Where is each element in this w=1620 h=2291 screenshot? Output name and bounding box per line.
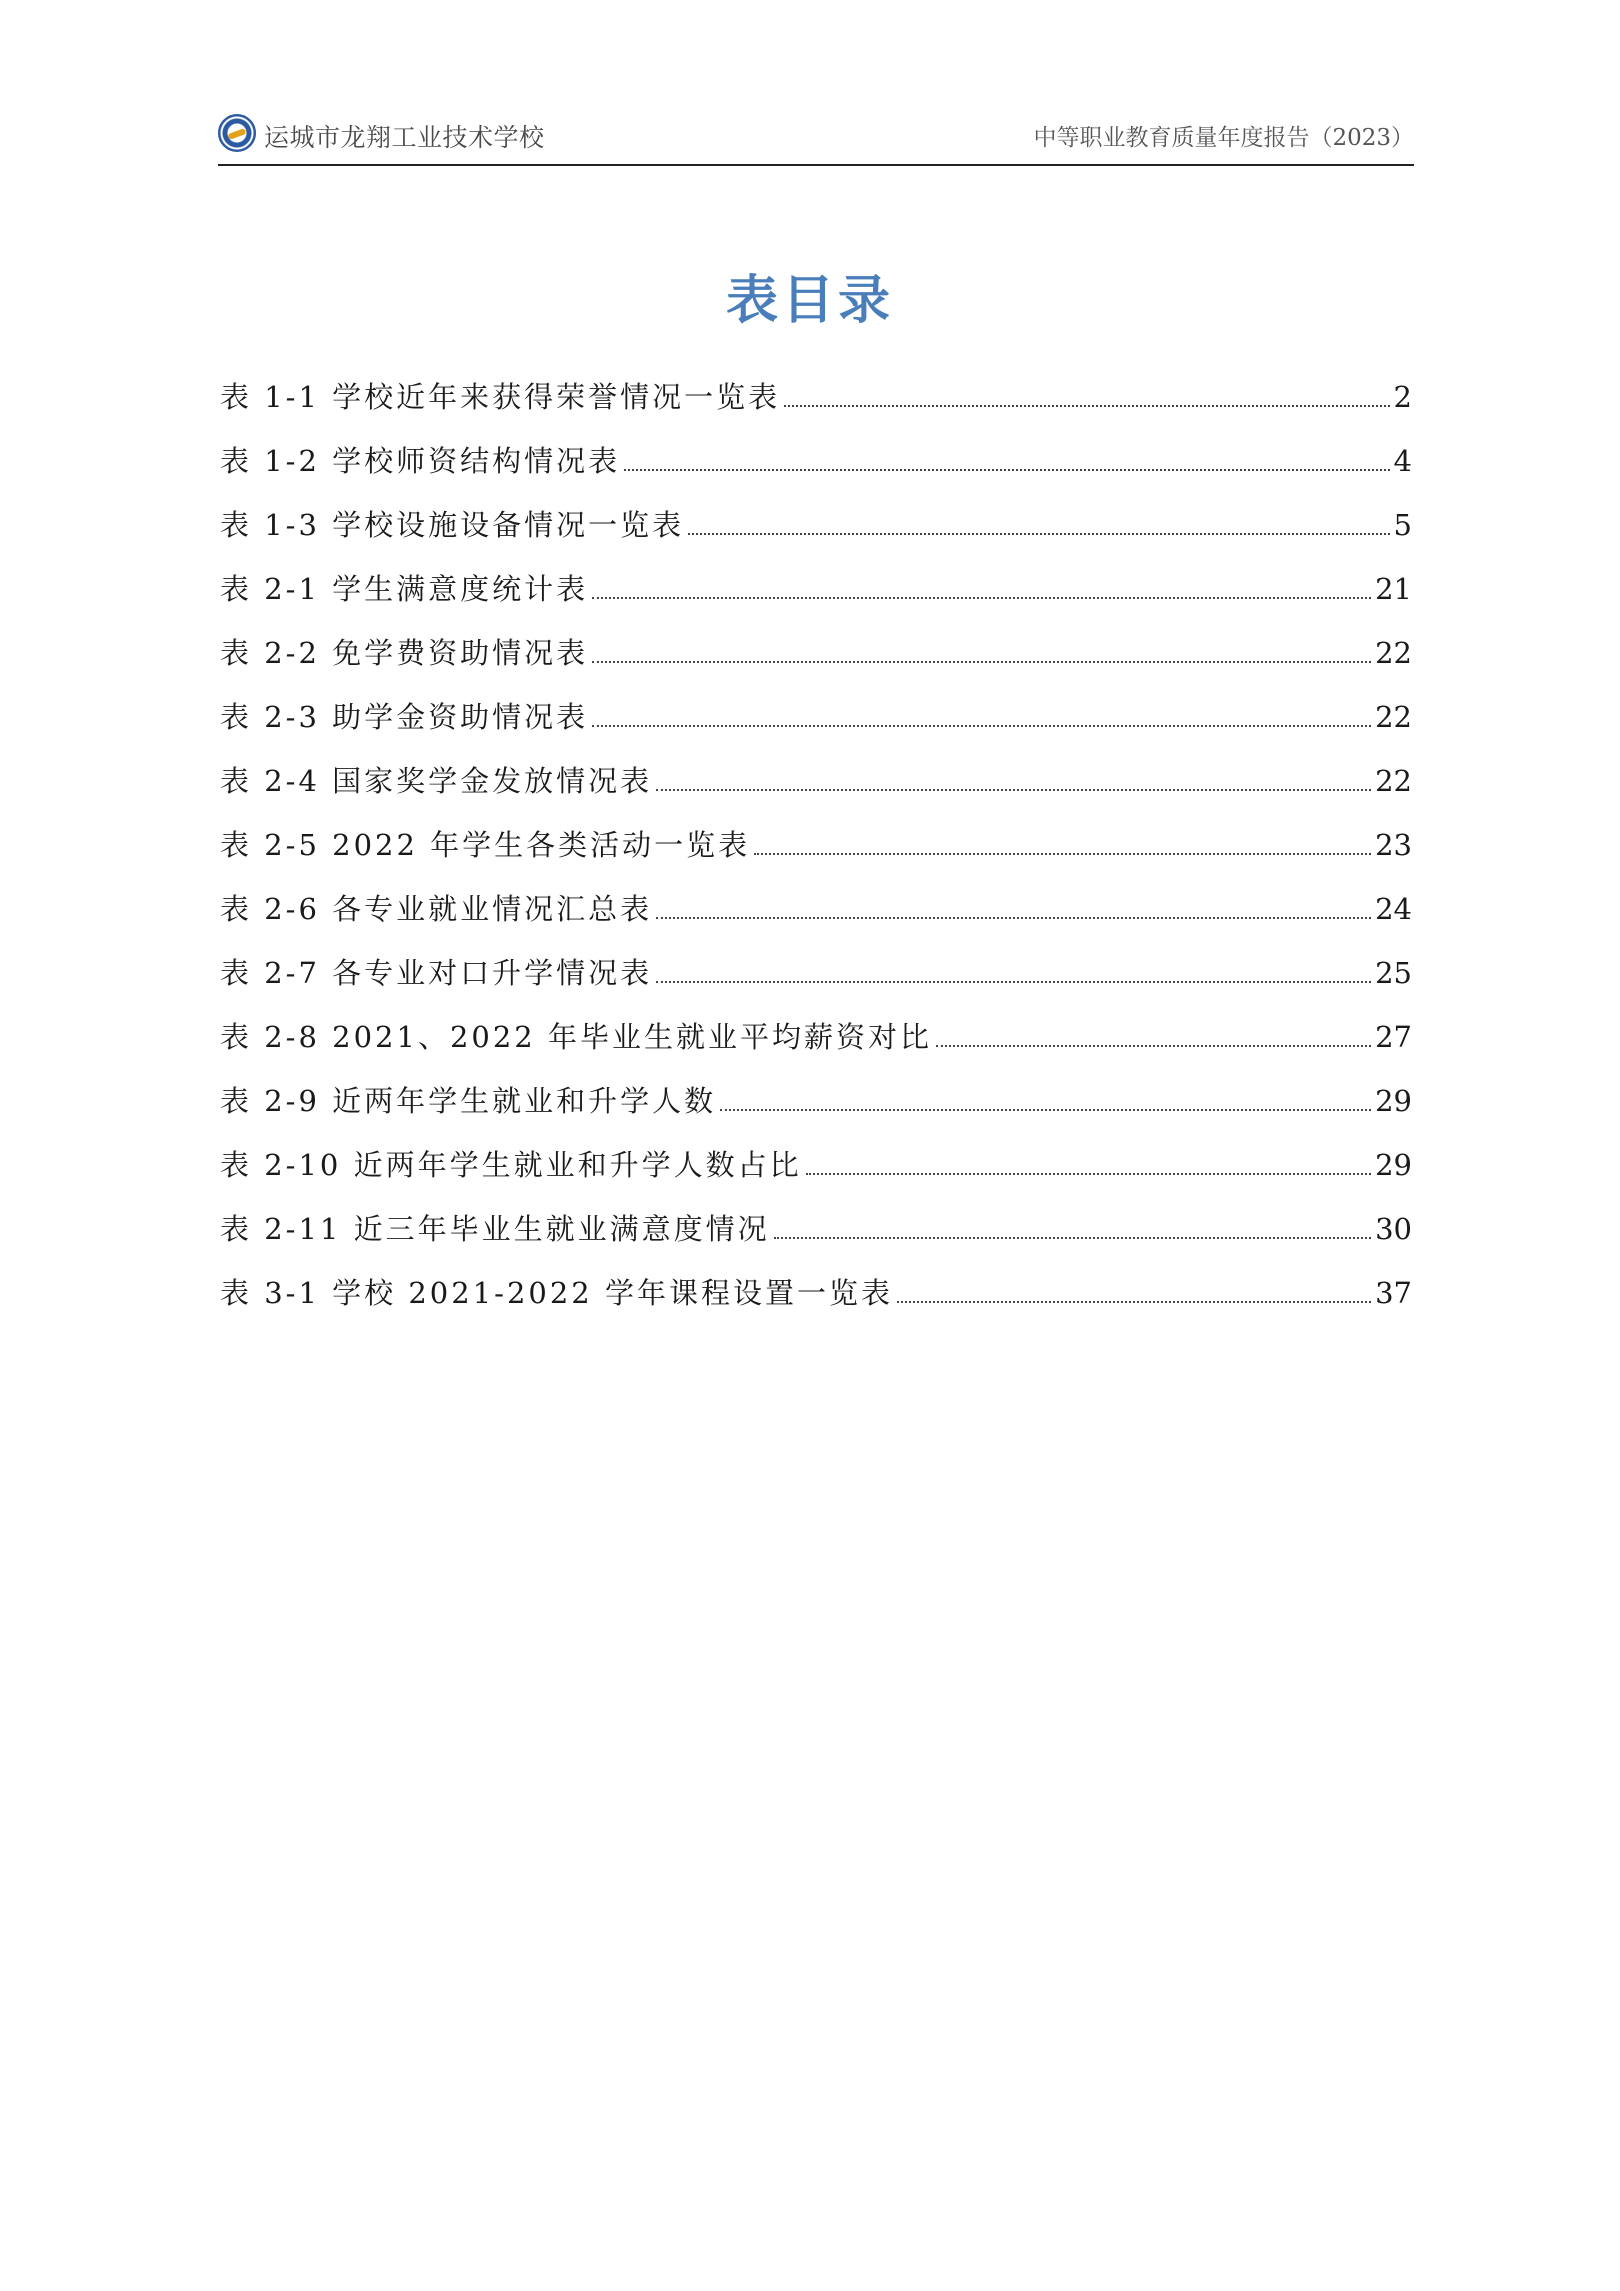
toc-entry-label: 表 1-2 学校师资结构情况表 (220, 444, 621, 478)
school-logo-icon (218, 114, 256, 152)
toc-entry-page: 25 (1375, 956, 1412, 990)
toc-entry-label: 表 2-7 各专业对口升学情况表 (220, 956, 653, 990)
toc-entry-page: 37 (1375, 1276, 1412, 1310)
toc-leader-dots (688, 533, 1389, 535)
toc-leader-dots (774, 1237, 1372, 1239)
toc-entry[interactable] (220, 1005, 1412, 1069)
toc-entry[interactable] (220, 557, 1412, 621)
toc-entry-page: 30 (1375, 1212, 1412, 1246)
toc-leader-dots (656, 789, 1371, 791)
toc-leader-dots (592, 725, 1371, 727)
toc-entry[interactable] (220, 621, 1412, 685)
report-title: 中等职业教育质量年度报告（2023） (1033, 125, 1414, 151)
toc-leader-dots (784, 405, 1389, 407)
toc-entry-page: 24 (1375, 892, 1412, 926)
toc-entry-label: 表 2-11 近三年毕业生就业满意度情况 (220, 1212, 770, 1246)
toc-entry[interactable] (220, 941, 1412, 1005)
toc-entry[interactable] (220, 749, 1412, 813)
toc-leader-dots (806, 1173, 1372, 1175)
toc-entry-label: 表 2-5 2022 年学生各类活动一览表 (220, 828, 751, 862)
toc-entry-page: 22 (1375, 764, 1412, 798)
toc-leader-dots (720, 1109, 1371, 1111)
toc-entry-label: 表 1-3 学校设施设备情况一览表 (220, 508, 685, 542)
table-of-tables (220, 365, 1412, 1325)
toc-entry-label: 表 3-1 学校 2021-2022 学年课程设置一览表 (220, 1276, 893, 1310)
toc-leader-dots (656, 917, 1371, 919)
toc-entry-page: 4 (1393, 444, 1412, 478)
toc-entry-label: 表 2-10 近两年学生就业和升学人数占比 (220, 1148, 802, 1182)
page-title: 表目录 (725, 271, 894, 331)
toc-leader-dots (656, 981, 1371, 983)
toc-entry-label: 表 2-2 免学费资助情况表 (220, 636, 589, 670)
toc-entry-page: 23 (1375, 828, 1412, 862)
toc-entry-label: 表 2-3 助学金资助情况表 (220, 700, 589, 734)
toc-entry-page: 29 (1375, 1148, 1412, 1182)
school-name: 运城市龙翔工业技术学校 (264, 123, 545, 152)
toc-entry[interactable] (220, 1133, 1412, 1197)
toc-leader-dots (754, 853, 1371, 855)
toc-leader-dots (624, 469, 1389, 471)
toc-entry-page: 21 (1375, 572, 1412, 606)
toc-entry[interactable] (220, 877, 1412, 941)
toc-entry-label: 表 1-1 学校近年来获得荣誉情况一览表 (220, 380, 781, 414)
toc-entry-label: 表 2-9 近两年学生就业和升学人数 (220, 1084, 717, 1118)
toc-leader-dots (592, 597, 1371, 599)
toc-entry-label: 表 2-8 2021、2022 年毕业生就业平均薪资对比 (220, 1020, 932, 1054)
toc-entry[interactable] (220, 813, 1412, 877)
toc-entry[interactable] (220, 1261, 1412, 1325)
toc-entry[interactable] (220, 1197, 1412, 1261)
page-header (218, 112, 1414, 166)
toc-entry[interactable] (220, 1069, 1412, 1133)
toc-entry-label: 表 2-4 国家奖学金发放情况表 (220, 764, 653, 798)
toc-entry[interactable] (220, 493, 1412, 557)
toc-entry-label: 表 2-6 各专业就业情况汇总表 (220, 892, 653, 926)
toc-entry-page: 27 (1375, 1020, 1412, 1054)
toc-entry-page: 22 (1375, 700, 1412, 734)
toc-entry-page: 22 (1375, 636, 1412, 670)
toc-entry-page: 5 (1393, 508, 1412, 542)
toc-entry-page: 29 (1375, 1084, 1412, 1118)
toc-entry[interactable] (220, 685, 1412, 749)
toc-leader-dots (936, 1045, 1371, 1047)
toc-entry-label: 表 2-1 学生满意度统计表 (220, 572, 589, 606)
toc-entry[interactable] (220, 429, 1412, 493)
toc-leader-dots (592, 661, 1371, 663)
toc-entry-page: 2 (1393, 380, 1412, 414)
toc-leader-dots (897, 1301, 1371, 1303)
toc-entry[interactable] (220, 365, 1412, 429)
